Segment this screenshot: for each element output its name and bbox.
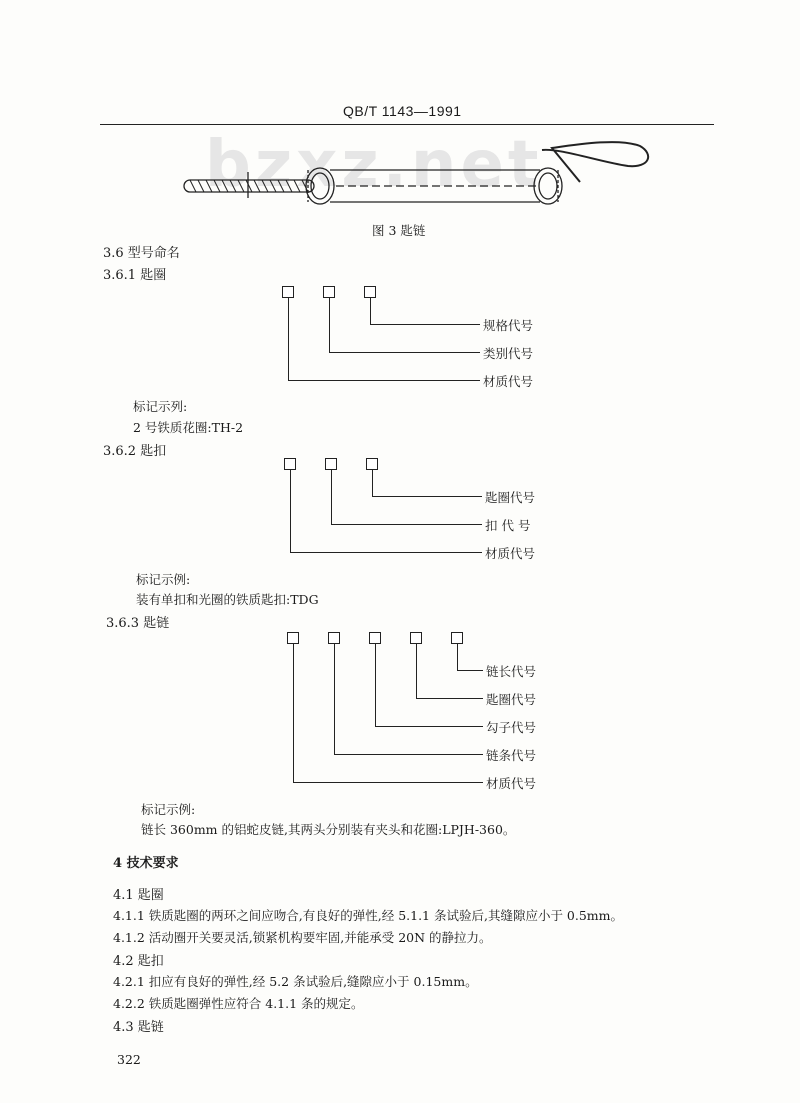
code-box [369,632,381,644]
example-text: 装有单扣和光圈的铁质匙扣:TDG [136,592,319,607]
code-box [364,286,376,298]
code-label: 链条代号 [486,748,537,763]
section-3-6-1-heading: 3.6.1 匙圈 [103,268,167,283]
clause-4-2-2: 4.2.2 铁质匙圈弹性应符合 4.1.1 条的规定。 [113,996,364,1011]
standard-code: QB/T 1143—1991 [343,103,462,119]
example-text: 链长 360mm 的铝蛇皮链,其两头分别装有夹头和花圈:LPJH-360。 [141,822,516,837]
keychain-figure [180,140,660,212]
header-rule [100,124,714,125]
code-label: 规格代号 [483,318,534,333]
code-label: 材质代号 [483,374,534,389]
clause-4-1-1: 4.1.1 铁质匙圈的两环之间应吻合,有良好的弹性,经 5.1.1 条试验后,其缝隙应小于 0.5mm。 [113,908,624,923]
section-4-heading: 4 技术要求 [113,856,179,871]
code-label: 匙圈代号 [486,692,537,707]
clause-4-1-2: 4.1.2 活动圈开关要灵活,锁紧机构要牢固,并能承受 20N 的静拉力。 [113,930,492,945]
section-3-6-heading: 3.6 型号命名 [103,246,180,261]
code-label: 勾子代号 [486,720,537,735]
figure-caption: 图 3 匙链 [372,223,426,238]
example-title: 标记示例: [136,572,191,587]
section-3-6-2-heading: 3.6.2 匙扣 [103,444,167,459]
watermark: bzxz.net [205,128,543,202]
code-label: 匙圈代号 [485,490,536,505]
code-box [323,286,335,298]
code-box [284,458,296,470]
section-3-6-3-heading: 3.6.3 匙链 [106,616,170,631]
code-box [328,632,340,644]
code-label: 材质代号 [485,546,536,561]
page-number: 322 [117,1052,141,1067]
code-box [410,632,422,644]
clause-4-2-1: 4.2.1 扣应有良好的弹性,经 5.2 条试验后,缝隙应小于 0.15mm。 [113,974,478,989]
example-text: 2 号铁质花圈:TH-2 [133,420,244,435]
code-box [282,286,294,298]
code-box [287,632,299,644]
example-title: 标记示例: [141,802,196,817]
code-label: 扣 代 号 [485,518,531,533]
section-4-2-heading: 4.2 匙扣 [113,954,164,969]
section-4-1-heading: 4.1 匙圈 [113,888,164,903]
code-label: 链长代号 [486,664,537,679]
section-4-3-heading: 4.3 匙链 [113,1020,164,1035]
code-box [451,632,463,644]
code-box [325,458,337,470]
code-label: 类别代号 [483,346,534,361]
example-title: 标记示列: [133,399,188,414]
code-box [366,458,378,470]
code-label: 材质代号 [486,776,537,791]
